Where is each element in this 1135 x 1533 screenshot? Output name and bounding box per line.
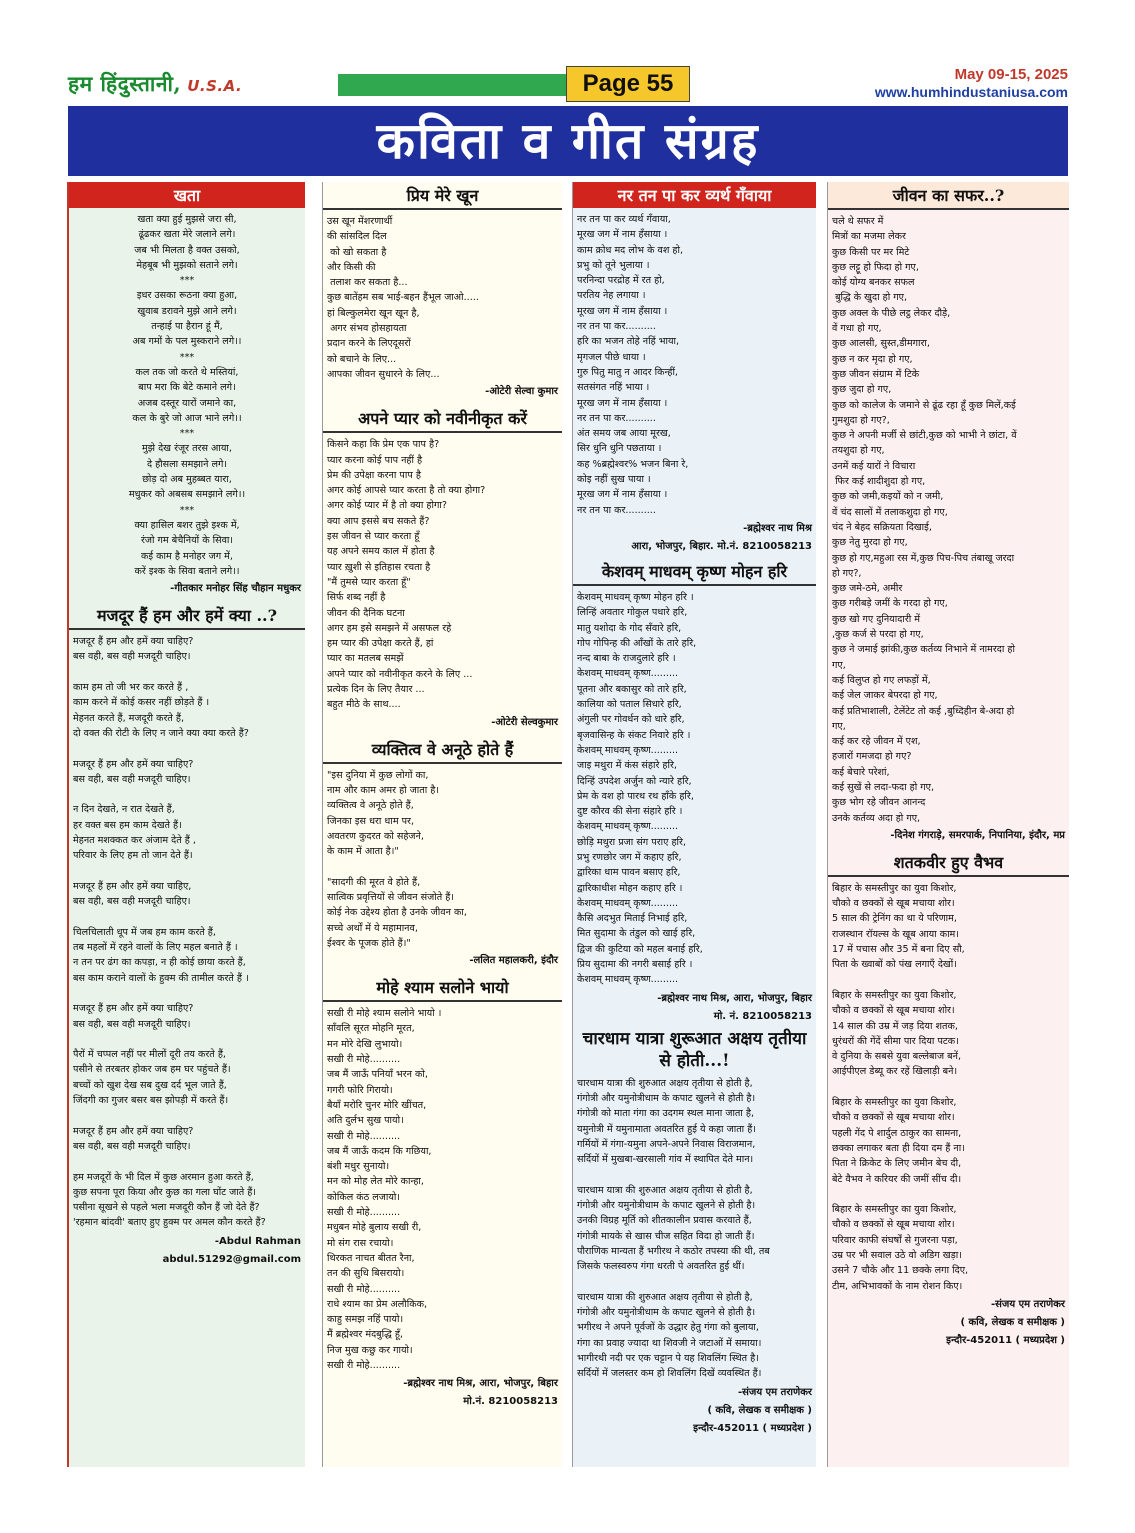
author-place: इन्दौर-452011 ( मध्यप्रदेश ) — [693, 1422, 812, 1434]
page-number: Page 55 — [566, 66, 690, 102]
poem-text: खता क्या हुई मुझसे जरा सी, ढूंढकर खता मेरे जलाने लगे। जब भी मिलता है वक्त उसको, मेहबूब भी मुझको सताने लगे। *** इधर उसका रूठना क्या हुआ, खुवाब डरावने मुझे आने लगे। तन्हाई पा हैरान हूं मैं, अब गमों के पल मुस्कराने लगे।। *** कल तक जो करते थे मस्तियां, बाप मरा कि बेटे कमाने लगे। अजब दस्तूर यारों जमाने का, कल के बुरे जो आज भाने लगे।। *** मुझे देख रंजूर तरस आया, दे हौसला समझाने लगे। छोड़ दो अब मुहब्बत यारा, मधुकर को अबसब समझाने लगे।। *** क्या हासिल बशर तुझे इश्क में, रंजो गम बेचैनियों के सिवा। कई काम है मनोहर जग में, करें इश्क के सिवा बताने लगे।। — [128, 214, 246, 577]
author-place: आरा, भोजपुर, बिहार. मो.नं. 8210058213 — [631, 540, 812, 552]
poem-title: जीवन का सफर..? — [828, 182, 1069, 210]
issue-date: May 09-15, 2025 — [954, 66, 1068, 83]
column-2 — [322, 182, 562, 1467]
author-email[interactable]: abdul.51292@gmail.com — [162, 1253, 301, 1265]
poem-title: व्यक्तित्व वे अनूठे होते हैं — [323, 736, 562, 764]
section-title: कविता व गीत संग्रह — [68, 106, 1068, 176]
poem-title: केशवम् माधवम् कृष्ण मोहन हरि — [573, 558, 816, 586]
poem-author: -ओटेरी सेल्वकुमार — [491, 716, 558, 728]
poem-text: बिहार के समस्तीपुर का युवा किशोर, चौको व छक्कों से खूब मचाया शोर। 5 साल की ट्रेनिंग का था ये परिणाम, राजस्थान रॉयल्स के खूब आया काम। 17 में पचास और 35 में बना दिए सौ, पिता के ख्वाबों को पंख लगाएँ देखों। बिहार के समस्तीपुर का युवा किशोर, चौको व छक्कों से खूब मचाया शोर। 14 साल की उम्र में जड़ दिया शतक, धुरंधरों की गेंदें सीमा पार दिया पटक। वे दुनिया के सबसे युवा बल्लेबाज बनें, आईपीएल डेब्यू कर रहें खिलाड़ी बने। बिहार के समस्तीपुर का युवा किशोर, चौको व छक्कों से खूब मचाया शोर। पहली गेंद पे शार्दुल ठाकुर का सामना, छक्का लगाकर बता ही दिया दम हैं ना। पिता ने क्रिकेट के लिए जमीन बेच दी, बेटे वैभव ने करियर की जमीं सींच दी। बिहार के समस्तीपुर का युवा किशोर, चौको व छक्कों से खूब मचाया शोर। परिवार काफी संघर्षों से गुजरना पड़ा, उम्र पर भी सवाल उठे वो अडिग खड़ा। उसने 7 चौके और 11 छक्के लगा दिए, टीम, अभिभावकों के नाम रोशन किए। — [832, 882, 969, 1292]
author-place: इन्दौर-452011 ( मध्यप्रदेश ) — [946, 1334, 1065, 1346]
article-title: चारधाम यात्रा शुरूआत अक्षय तृतीया से होती...! — [582, 1028, 807, 1071]
poem-author: -ब्रह्मेश्वर नाथ मिश्र, आरा, भोजपुर, बिहार — [403, 1378, 558, 1390]
poem-author: -ओटेरी सेल्वा कुमार — [485, 386, 558, 398]
poem-author: -संजय एम तराणेकर — [991, 1298, 1065, 1310]
poem-author: -दिनेश गंगराड़े, समरपार्क, निपानिया, इंदौर, मप्र — [890, 829, 1065, 841]
poem-text: "इस दुनिया में कुछ लोगों का, नाम और काम अमर हो जाता है। व्यक्तित्व वे अनूठे होते हैं, जिनका इस धरा धाम पर, अवतरण कुदरत को सहेजने, के काम में आता है।" "सादगी की मूरत वे होते हैं, सात्विक प्रवृत्तियों से जीवन संजोते हैं। कोई नेक उद्देश्य होता है उनके जीवन का, सच्चे अर्थों में ये महामानव, ईश्वर के पूजक होते हैं।" — [327, 769, 467, 949]
poem-title: मजदूर हैं हम और हमें क्या ..? — [69, 602, 305, 630]
author-role: ( कवि, लेखक व समीक्षक ) — [960, 1316, 1065, 1328]
poem-title: खता — [69, 182, 305, 208]
website-link[interactable]: www.humhindustaniusa.com — [874, 84, 1068, 100]
poem-author: -Abdul Rahman — [214, 1235, 301, 1247]
author-role: ( कवि, लेखक व समीक्षक ) — [707, 1404, 812, 1416]
article-author: -संजय एम तराणेकर — [738, 1386, 812, 1398]
article-text: चारधाम यात्रा की शुरुआत अक्षय तृतीया से होती है, गंगोत्री और यमुनोत्रीधाम के कपाट खुलने से होती है। गंगोत्री को माता गंगा का उदगम स्थल माना जाता है, यमुनोत्री में यमुनामाता अवतरित हुई ये कहा जाता हैं। गर्मियों में गंगा-यमुना अपने-अपने निवास विराजमान, सर्दियों में मुखबा-खरसाली गांव में स्थापित देते मान। चारधाम यात्रा की शुरुआत अक्षय तृतीया से होती है, गंगोत्री और यमुनोत्रीधाम के कपाट खुलने से होती है। उनकी विग्रह मूर्ति को शीतकालीन प्रवास करवाते हैं, गंगोत्री मायके से खास चीज सहित विदा हो जाती हैं। पौराणिक मान्यता हैं भगीरथ ने कठोर तपस्या की थी, तब जिसके फलस्वरुप गंगा धरती पे अवतरित हुई थीं। चारधाम यात्रा की शुरुआत अक्षय तृतीया से होती है, गंगोत्री और यमुनोत्रीधाम के कपाट खुलने से होती है। भगीरथ ने अपने पूर्वजों के उद्धार हेतु गंगा को बुलाया, गंगा का प्रवाह ज्यादा था शिवजी ने जटाओं में समाया। भागीरथी नदी पर एक चट्टान पे यह शिवलिंग स्थित है। सर्दियों में जलस्तर कम हो शिवलिंग दिखें व्यवस्थित हैं। — [577, 1077, 770, 1380]
column-4 — [827, 182, 1069, 1467]
poem-title: शतकवीर हुए वैभव — [828, 849, 1069, 877]
poem-title: नर तन पा कर व्यर्थ गँवाया — [573, 182, 816, 208]
column-1 — [67, 182, 305, 1467]
poem-title: अपने प्यार को नवीनीकृत करें — [323, 405, 562, 433]
poem-text: किसने कहा कि प्रेम एक पाप है? प्यार करना कोई पाप नहीं है प्रेम की उपेक्षा करना पाप है अगर कोई आपसे प्यार करता है तो क्या होगा? अगर कोई प्यार में है तो क्या होगा? क्या आप इससे बच सकते हैं? इस जीवन से प्यार करता हूँ यह अपने समय काल में होता है प्यार ख़ुशी से इतिहास रचता है "मैं तुमसे प्यार करता हूँ" सिर्फ शब्द नहीं है जीवन की दैनिक घटना अगर हम इसे समझने में असफल रहे हम प्यार की उपेक्षा करते हैं, हां प्यार का मतलब समझें अपने प्यार को नवीनीकृत करने के लिए ... प्रत्येक दिन के लिए तैयार ... बहुत मीठे के साथ.... — [327, 439, 486, 711]
poem-author: -ब्रह्मेश्वर नाथ मिश्र, आरा, भोजपुर, बिहार — [657, 992, 812, 1004]
poem-author: -ब्रह्मेश्वर नाथ मिश्र — [743, 522, 812, 534]
author-phone: मो. नं. 8210058213 — [713, 1010, 812, 1022]
poem-text: चले थे सफर में मित्रों का मजमा लेकर कुछ किसी पर मर मिटे कुछ लट्टू हो फिदा हो गए, कोई योग्य बनकर सफल बुद्धि के खुदा हो गए, कुछ अक्ल के पीछे लट्ठ लेकर दौड़े, वें गधा हो गए, कुछ आलसी, सुस्त,डीमगारा, कुछ न कर मृदा हो गए, कुछ जीवन संग्राम में टिके कुछ जुदा हो गए, कुछ को कालेज के जमाने से ढूंढ रहा हूँ कुछ मिलें,कई गुमशुदा हो गए?, कुछ ने अपनी मर्जी से छांटी,कुछ को भाभी ने छांटा, वें तयशुदा हो गए, उनमें कई यारों ने विचारा फिर कई शादीशुदा हो गए, कुछ को जमी,कइयों को न जमी, वें चंद सालों में तलाकशुदा हो गए, चंद ने बेहद सक्रियता दिखाई, कुछ नेतु मुरदा हो गए, कुछ हो गए,महुआ रस में,कुछ पिच-पिच तंबाखू जरदा हो गए?, कुछ जमे-ठमे, अमीर कुछ गरीबड़े जमीं के गरदा हो गए, कुछ खो गए दुनियादारी में ,कुछ कर्ज से परदा हो गए, कुछ ने जमाई झांकी,कुछ कर्तव्य निभाने में नामरदा हो गए, कई विलुप्त हो गए लफड़ों में, कई जेल जाकर बेपरदा हो गए, कई प्रतिभाशाली, टेलेंटेट तो कई ,बुध्दिहीन बे-अदा हो गए, कई कर रहे जीवन में एश, हजारों गमजदा हो गए? कई बेचारे परेशां, कई सुखें से लदा-फदा हो गए, कुछ भोग रहे जीवन आनन्द उनके कर्तव्य अदा हो गए, — [832, 216, 1017, 824]
poem-text: केशवम् माधवम् कृष्ण मोहन हरि । लिन्हिं अवतार गोकुल पधारे हरि, मातु यशोदा के गोद सँवारे हरि, गोप गोपिन्ह की आँखों के तारे हरि, नन्द बाबा के राजदुलारे हरि । केशवम् माधवम् कृष्ण......... पूतना और बकासुर को तारे हरि, कालिया को पताल सिधारे हरि, अंगुली पर गोवर्धन को धारे हरि, बृजवासिन्ह के संकट निवारे हरि । केशवम् माधवम् कृष्ण......... जाइ मथुरा में कंस संहारे हरि, दिन्हिं उपदेश अर्जुन को न्यारे हरि, प्रेम के वश हो पारथ रथ हाँके हरि, दुष्ट कौरव की सेना संहारे हरि । केशवम् माधवम् कृष्ण......... छोड़ि मथुरा प्रजा संग पराए हरि, प्रभु रणछोर जग में कहाए हरि, द्वारिका धाम पावन बसाए हरि, द्वारिकाधीश मोहन कहाए हरि । केशवम् माधवम् कृष्ण......... कैसि अदभुत मिताई निभाई हरि, मित सुदामा के तंडुल को खाई हरि, द्विज की कुटिया को महल बनाई हरि, प्रिय सुदामा की नगरी बसाई हरि । केशवम् माधवम् कृष्ण......... — [577, 591, 703, 986]
author-phone: मो.नं. 8210058213 — [463, 1396, 558, 1408]
poem-author: -गीतकार मनोहर सिंह चौहान मधुकर — [170, 583, 301, 595]
column-3 — [572, 182, 816, 1467]
poem-text: सखी री मोहे श्याम सलोने भायो । साँवलि सूरत मोहनि मूरत, मन मोरे देखि लुभायो। सखी री मोहे.......... जब मैं जाऊँ पनियाँ भरन को, गगरी फोरि गिरायो। बैयाँ मरोरि चुनर मोरि खींचत, अति दुर्लभ सुख पायो। सखी री मोहे.......... जब मैं जाऊँ कदम कि गछिया, बंशी मधुर सुनायो। मन को मोह लेत मोरे कान्हा, कोकिल कंठ लजायो। सखी री मोहे.......... मधुबन मोहे बुलाय सखी री, मो संग रास रचायो। थिरकत नाचत बीतत रैना, तन की सुधि बिसरायो। सखी री मोहे.......... राधे श्याम का प्रेम अलौकिक, काहु समझ नहिं पायो। मैं ब्रह्मेश्वर मंदबुद्धि हूँ, निज मुख कछु कर गायो। सखी री मोहे.......... — [327, 1008, 442, 1371]
poem-title: प्रिय मेरे खून — [323, 182, 562, 210]
brand-logo — [68, 70, 242, 98]
poem-text: मजदूर हैं हम और हमें क्या चाहिए? बस वही, बस वही मजदूरी चाहिए। काम हम तो जी भर कर करते हैं , काम करने में कोई कसर नहीं छोड़ते हैं । मेहनत करते हैं, मजदूरी करते हैं, दो वक्त की रोटी के लिए न जाने क्या क्या करते हैं? मजदूर हैं हम और हमें क्या चाहिए? बस वही, बस वही मजदूरी चाहिए। न दिन देखते, न रात देखते हैं, हर वक्त बस हम काम देखते हैं। मेहनत मशक्कत कर अंजाम देते हैं , परिवार के लिए हम तो जान देते हैं। मजदूर हैं हम और हमें क्या चाहिए, बस वही, बस वही मजदूरी चाहिए। चिलचिलाती धूप में जब हम काम करते हैं, तब महलों में रहने वालों के लिए महल बनाते हैं । न तन पर ढंग का कपड़ा, न ही कोई छाया करते हैं, बस काम कराने वालों के हुक्म की तामील करते हैं । मजदूर हैं हम और हमें क्या चाहिए? बस वही, बस वही मजदूरी चाहिए। पैरों में चप्पल नहीं पर मीलों दूरी तय करते हैं, पसीने से तरबतर होकर जब हम घर पहुंचते हैं। बच्चों को खुश देख सब दुख दर्द भूल जाते हैं, जिंदगी का गुजर बसर बस झोपड़ी में करते हैं। मजदूर हैं हम और हमें क्या चाहिए? बस वही, बस वही मजदूरी चाहिए। हम मजदूरों के भी दिल में कुछ अरमान हुआ करते हैं, कुछ सपना पूरा किया और कुछ का गला घोंट जाते हैं। पसीना सूखने से पहले भला मजदूरी कौन हैं जो देते हैं? 'रहमान बांदवी' बताए हुए हुक्म पर अमल कौन करते हैं? — [73, 636, 266, 1229]
poem-text: नर तन पा कर व्यर्थ गँवाया, मूरख जग में नाम हँसाया । काम क्रोध मद लोभ के वश हो, प्रभु को तूने भुलाया । परनिन्दा परद्रोह में रत हो, परतिय नेह लगाया । मूरख जग में नाम हँसाया । नर तन पा कर.......... हरि का भजन तोहे नहिं भाया, मृगजल पीछे धाया । गुरु पितु मातु न आदर किन्हीं, सतसंगत नहिं भाया । मूरख जग में नाम हँसाया । नर तन पा कर.......... अंत समय जब आया मूरख, सिर धुनि धुनि पछताया । कह %ब्रह्मेश्वर% भजन बिना रे, कोइ नहीं सुख पाया । मूरख जग में नाम हँसाया । नर तन पा कर.......... — [577, 214, 689, 516]
masthead — [68, 60, 1068, 102]
poem-title: मोहे श्याम सलोने भायो — [323, 974, 562, 1002]
brand-suffix: U.S.A. — [187, 77, 243, 95]
poem-text: उस खून मेंशरणार्थी की सांसदिल दिल को खो सकता है और किसी की तलाश कर सकता है... कुछ बातेंहम सब भाई-बहन हैंभूल जाओ..... हां बिल्कुलमेरा खून खून है, अगर संभव होसहायता प्रदान करने के लिएदूसरों को बचाने के लिए... आपका जीवन सुधारने के लिए... — [327, 216, 479, 380]
brand-name: हम हिंदुस्तानी, — [68, 71, 182, 96]
poem-author: -ललित महालकरी, इंदौर — [469, 955, 558, 967]
